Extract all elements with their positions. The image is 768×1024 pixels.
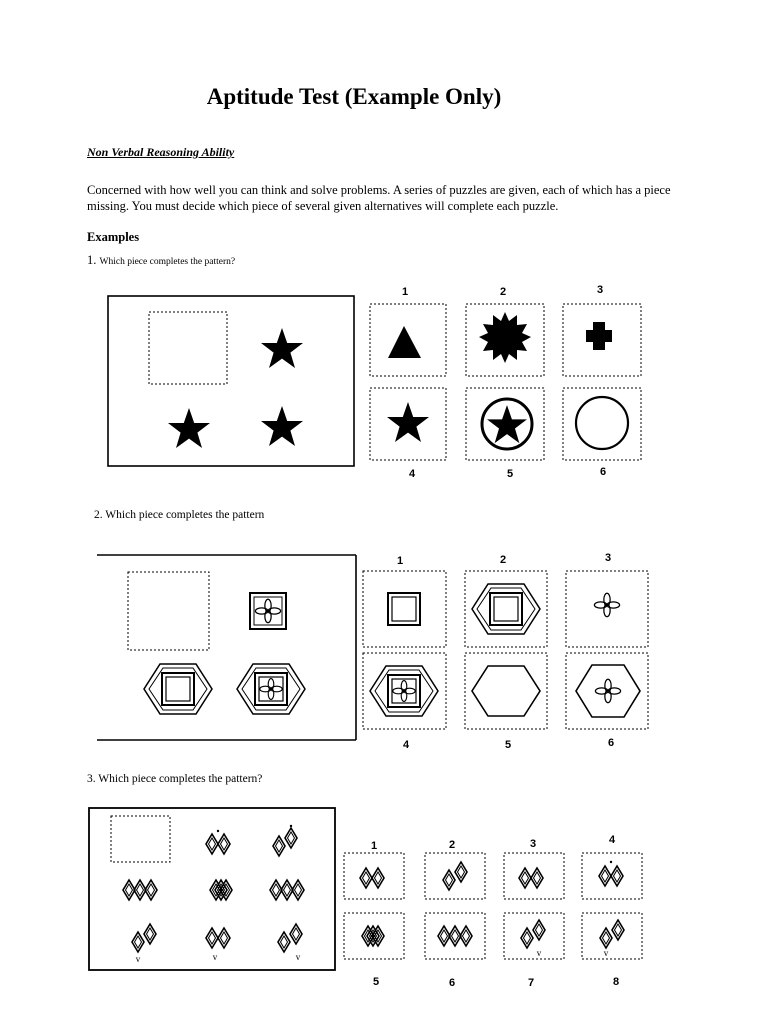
q1-option-number: 5 (506, 468, 514, 480)
question-3-text: 3. Which piece completes the pattern? (87, 773, 263, 785)
diamond-pair-icon (360, 868, 384, 888)
q3-option-2[interactable] (425, 853, 485, 899)
diamond-pair-v-icon (521, 920, 545, 958)
q3-option-3[interactable] (504, 853, 564, 899)
q3-option-6[interactable] (425, 913, 485, 959)
examples-heading: Examples (87, 230, 140, 244)
q3-option-7[interactable] (504, 913, 564, 959)
question-2-text: 2. Which piece completes the pattern (94, 509, 265, 521)
q3-option-number: 6 (448, 977, 456, 989)
q3-option-number: 7 (527, 977, 535, 989)
q3-option-number: 4 (608, 834, 616, 846)
q3-option-number: 8 (612, 976, 620, 988)
diamond-overlap-icon (210, 880, 232, 900)
diamond-triple-icon (438, 926, 472, 946)
diamond-tilted-v-icon (132, 924, 156, 964)
question-1-text: Which piece completes the pattern? (99, 257, 236, 267)
diamond-tilted-v-icon (600, 920, 624, 958)
svg-text:v: v (212, 952, 218, 962)
svg-text:v: v (135, 954, 141, 964)
intro-paragraph: Concerned with how well you can think and solve problems. A series of puzzles are given, each of which has a piece missing. You must decide which piece of several given alternatives will complete each puzzle. (87, 183, 671, 213)
svg-text:v: v (603, 948, 609, 958)
q2-option-number: 3 (604, 552, 612, 564)
q2-option-number: 4 (402, 739, 410, 751)
diamond-pair-tilted-icon (443, 862, 467, 890)
q1-option-number: 3 (596, 284, 604, 296)
q2-option-number: 5 (504, 739, 512, 751)
diamond-pair-icon (519, 868, 543, 888)
diamond-pair-dot-icon (599, 861, 623, 886)
diamond-pair-v-icon (206, 928, 230, 962)
diamond-tilted-v-icon (278, 924, 302, 962)
section-subtitle: Non Verbal Reasoning Ability (87, 145, 235, 159)
diamond-overlap-icon (362, 926, 384, 946)
puzzle-3-missing-piece (111, 816, 170, 862)
q2-option-number: 2 (499, 554, 507, 566)
q3-option-number: 3 (529, 838, 537, 850)
q1-option-number: 1 (401, 286, 409, 298)
q3-option-4[interactable] (582, 853, 642, 899)
diamond-triple-icon (123, 880, 157, 900)
q3-option-number: 5 (372, 976, 380, 988)
q1-option-number: 2 (499, 286, 507, 298)
q3-option-8[interactable] (582, 913, 642, 959)
diamond-triple-icon (270, 880, 304, 900)
q3-option-number: 2 (448, 839, 456, 851)
q1-option-number: 4 (408, 468, 416, 480)
diamond-pair-dot-icon (206, 830, 230, 854)
question-1-number: 1. (87, 253, 97, 267)
svg-text:v: v (536, 948, 542, 958)
q1-option-number: 6 (599, 466, 607, 478)
q2-option-number: 6 (607, 737, 615, 749)
diamond-pair-tilted-icon (273, 825, 297, 856)
q2-option-number: 1 (396, 555, 404, 567)
page-title: Aptitude Test (Example Only) (206, 84, 502, 109)
q3-option-number: 1 (370, 840, 378, 852)
svg-text:v: v (295, 952, 301, 962)
